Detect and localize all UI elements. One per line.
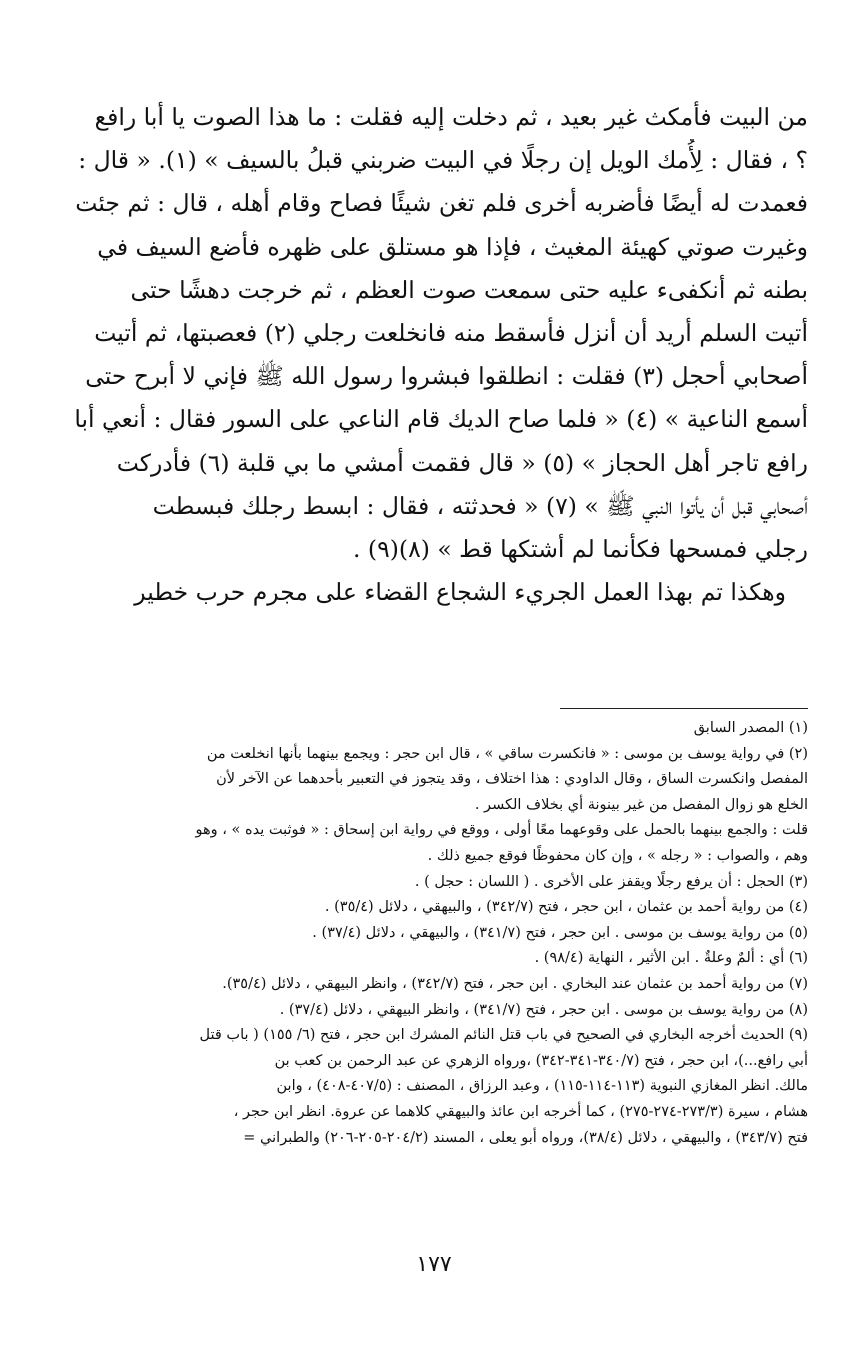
page-number: ١٧٧ <box>416 1252 452 1277</box>
body-line: أتيت السلم أريد أن أنزل فأسقط منه فانخلعت رجلي (٢) فعصبتها، ثم أتيت <box>94 318 808 347</box>
footnote-line: مالك. انظر المغازي النبوية (١١٣-١١٤-١١٥) ، وعبد الرزاق ، المصنف : (٤٠٧/٥-٤٠٨) ، وابن <box>276 1078 808 1095</box>
footnote-line: (٩) الحديث أخرجه البخاري في الصحيح في باب قتل النائم المشرك ابن حجر ، فتح (٦/ ١٥٥) ( باب قتل <box>199 1027 808 1044</box>
footnote-line: (٤) من رواية أحمد بن عثمان ، ابن حجر ، فتح (٣٤٢/٧) ، والبيهقي ، دلائل (٣٥/٤) . <box>324 899 808 916</box>
footnote-line: (١) المصدر السابق <box>693 720 808 736</box>
footnote-line: (٦) أي : ألمٌ وعلةٌ . ابن الأثير ، النهاية (٩٨/٤) . <box>534 950 808 967</box>
body-line: أصحابي أحجل (٣) فقلت : انطلقوا فبشروا رسول الله ﷺ فإني لا أبرح حتى <box>85 362 808 391</box>
footnote-line: (٨) من رواية يوسف بن موسى . ابن حجر ، فتح (٣٤١/٧) ، وانظر البيهقي ، دلائل (٣٧/٤) . <box>279 1001 808 1018</box>
body-line: أصحابي قبل أن يأتوا النبي ﷺ » (٧) « فحدثته ، فقال : ابسط رجلك فبسطت <box>152 491 808 520</box>
footnote-line: الخلع هو زوال المفصل من غير بينونة أي بخلاف الكسر . <box>474 796 808 813</box>
body-line: وغيرت صوتي كهيئة المغيث ، فإذا هو مستلق على ظهره فأضع السيف في <box>97 232 808 261</box>
body-line: رافع تاجر أهل الحجاز » (٥) « قال فقمت أمشي ما بي قلبة (٦) فأدركت <box>116 448 808 477</box>
main-body-text <box>60 96 808 614</box>
body-line: بطنه ثم أنكفىء عليه حتى سمعت صوت العظم ، ثم خرجت دهشًا حتى <box>130 275 808 304</box>
footnote-separator <box>560 708 808 709</box>
footnotes <box>60 716 808 1151</box>
body-line: فعمدت له أيضًا فأضربه أخرى فلم تغن شيئًا فصاح وقام أهله ، قال : ثم جئت <box>75 189 808 218</box>
body-line: من البيت فأمكث غير بعيد ، ثم دخلت إليه فقلت : ما هذا الصوت يا أبا رافع <box>94 103 808 131</box>
body-line: ؟ ، فقال : لِأُمك الويل إن رجلًا في البيت ضربني قبلُ بالسيف » (١). « قال : <box>78 146 808 175</box>
footnote-line: وهم ، والصواب : « رجله » ، وإن كان محفوظًا فوقع جميع ذلك . <box>427 847 808 864</box>
footnote-line: (٥) من رواية يوسف بن موسى . ابن حجر ، فتح (٣٤١/٧) ، والبيهقي ، دلائل (٣٧/٤) . <box>312 924 808 941</box>
footnote-line: قلت : والجمع بينهما بالحمل على وقوعهما معًا أولى ، ووقع في رواية ابن إسحاق : « فوثبت يده » ، وهو <box>195 822 808 839</box>
footnote-line: أبي رافع...)، ابن حجر ، فتح (٣٤٠/٧-٣٤١-٣٤٢) ،ورواه الزهري عن عبد الرحمن بن كعب بن <box>274 1052 808 1069</box>
footnote-line: فتح (٣٤٣/٧) ، والبيهقي ، دلائل (٣٨/٤)، ورواه أبو يعلى ، المسند (٢٠٤/٢-٢٠٥-٢٠٦) والطبراني = <box>243 1129 808 1146</box>
footnote-line: (٣) الحجل : أن يرفع رجلًا ويقفز على الأخرى . ( اللسان : حجل ) . <box>414 873 808 890</box>
footnote-line: هشام ، سيرة (٢٧٣/٣-٢٧٤-٢٧٥) ، كما أخرجه ابن عائذ والبيهقي كلاهما عن عروة. انظر ابن حجر ، <box>233 1103 808 1120</box>
body-line: رجلي فمسحها فكأنما لم أشتكها قط » (٨)(٩) . <box>352 534 808 563</box>
footnote-line: (٧) من رواية أحمد بن عثمان عند البخاري . ابن حجر ، فتح (٣٤٢/٧) ، وانظر البيهقي ، دلائل (٣٥/٤). <box>222 975 808 992</box>
body-line-paragraph-start: وهكذا تم بهذا العمل الجريء الشجاع القضاء على مجرم حرب خطير <box>134 578 786 607</box>
footnote-line: المفصل وانكسرت الساق ، وقال الداودي : هذا اختلاف ، وقد يتجوز في التعبير بأحدهما عن الآخر لأن <box>216 771 808 788</box>
footnote-line: (٢) في رواية يوسف بن موسى : « فانكسرت ساقي » ، قال ابن حجر : ويجمع بينهما بأنها انخلعت من <box>206 745 808 762</box>
body-line: أسمع الناعية » (٤) « فلما صاح الديك قام الناعي على السور فقال : أنعي أبا <box>74 405 808 434</box>
